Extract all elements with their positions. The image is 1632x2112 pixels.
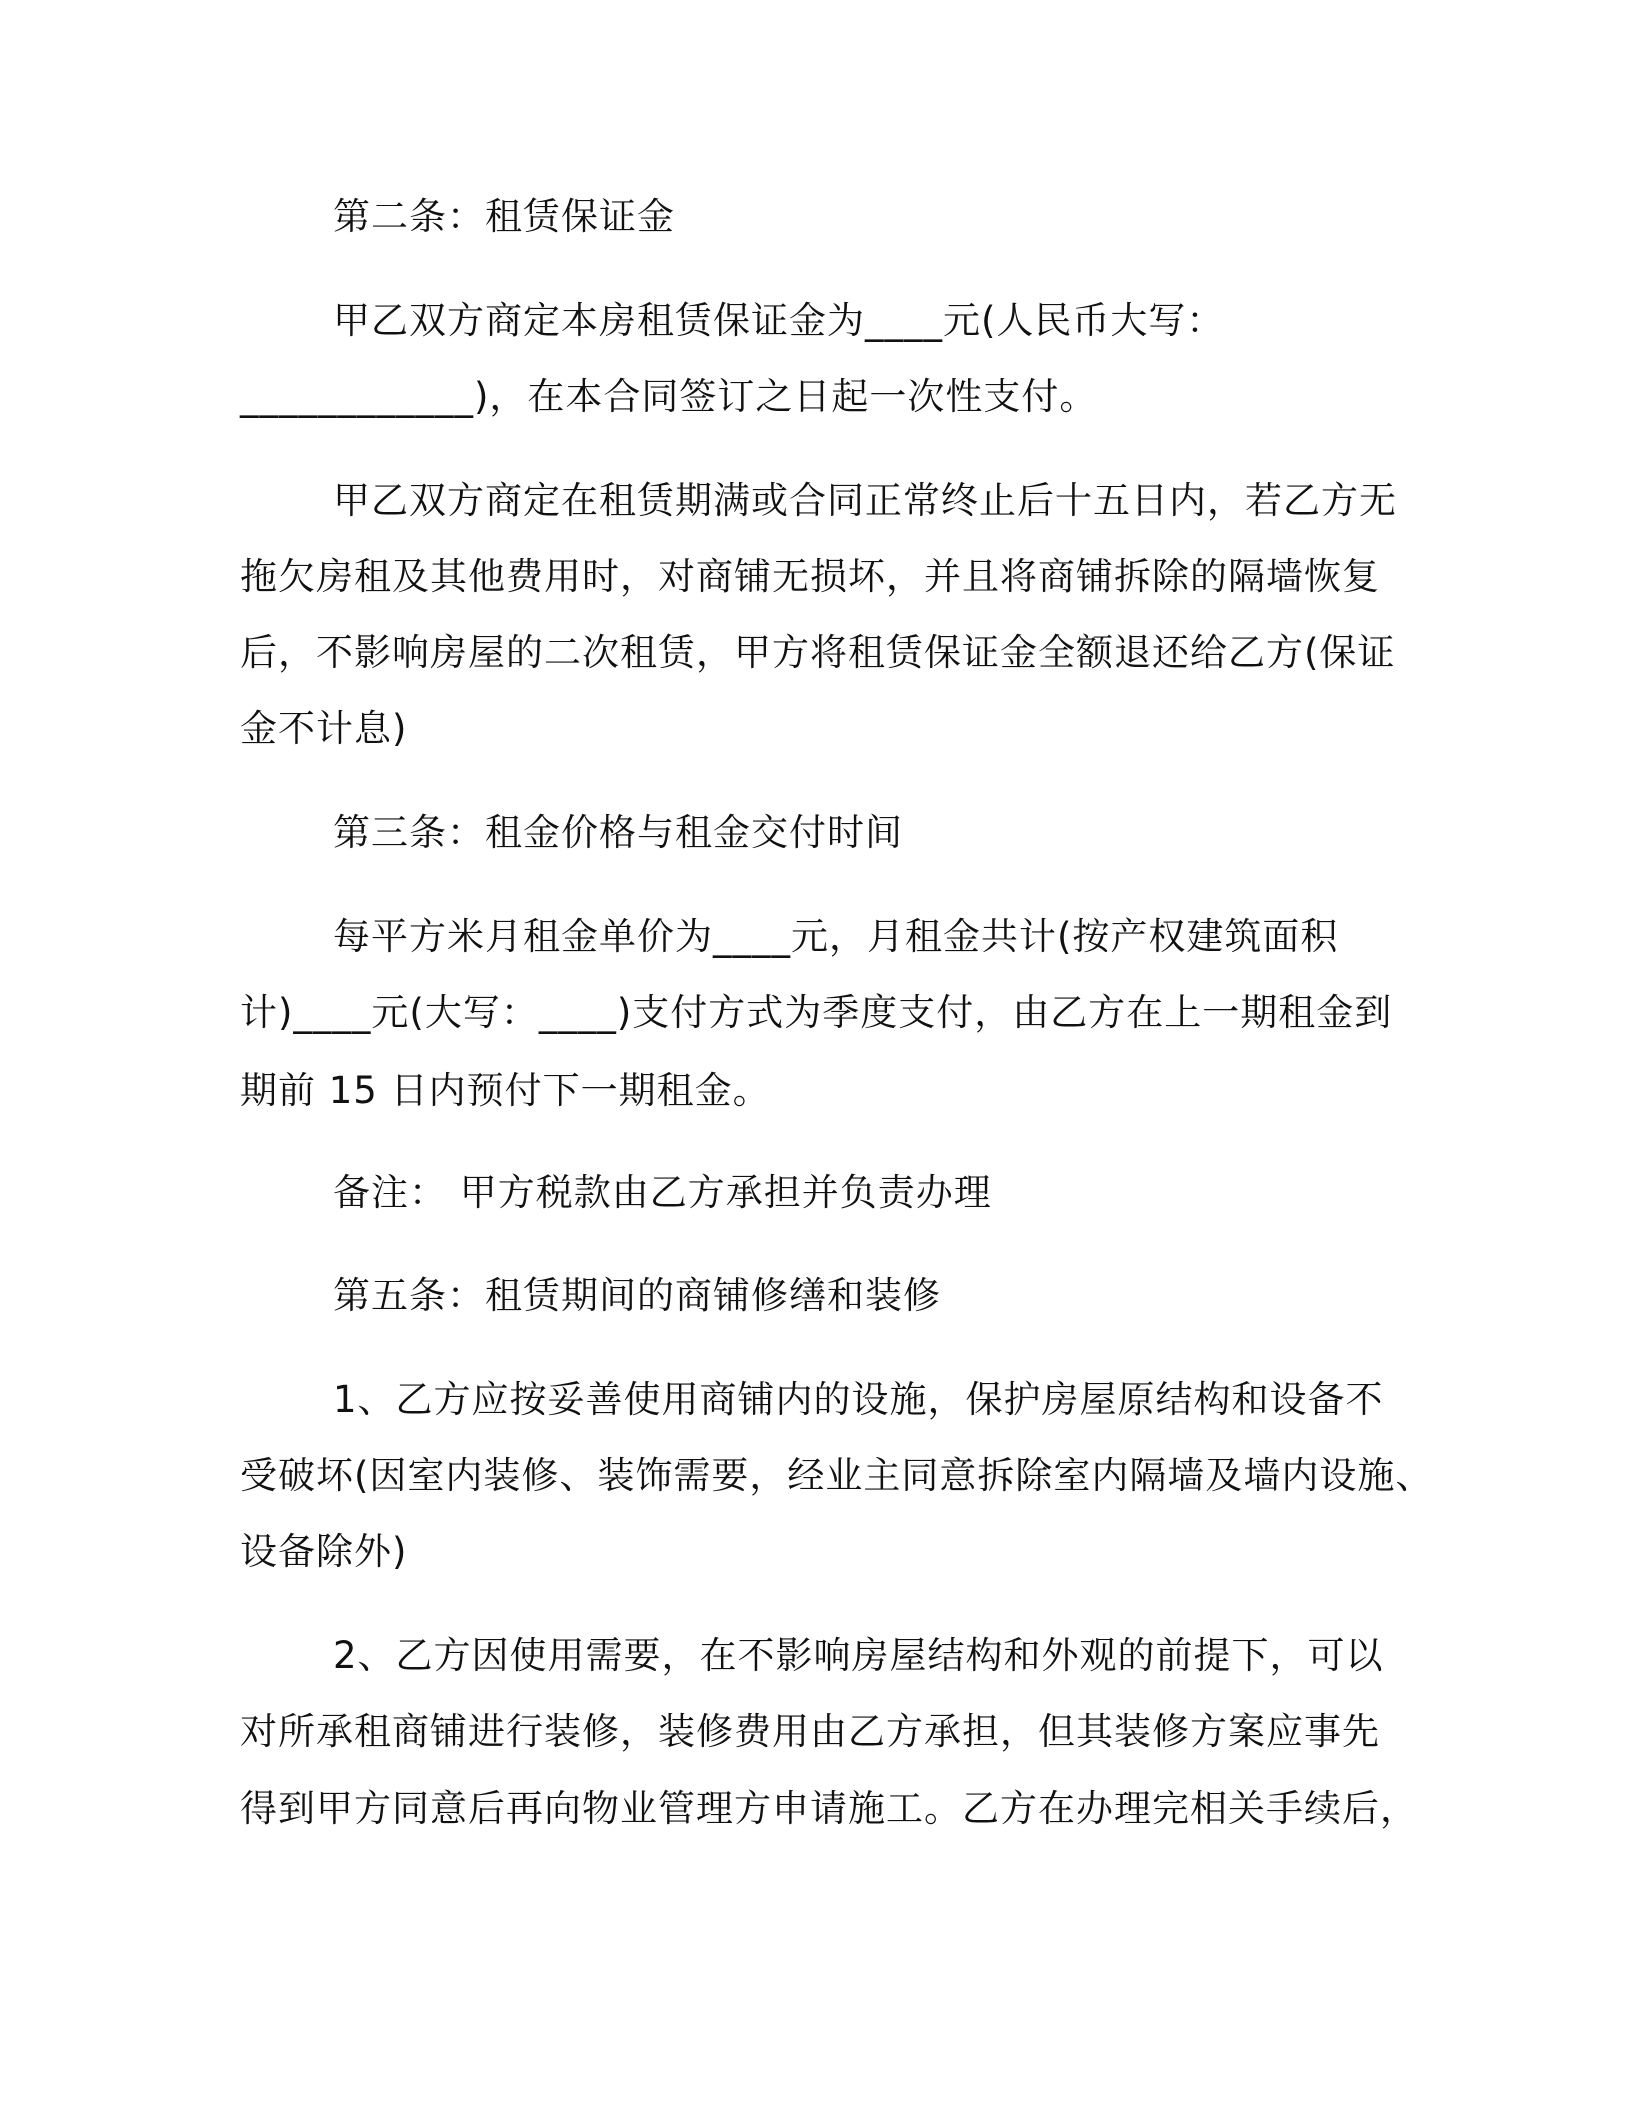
paragraph-line: 金不计息) <box>240 707 408 750</box>
paragraph-line: 计)____元(大写：____)支付方式为季度支付，由乙方在上一期租金到 <box>240 991 1393 1034</box>
paragraph-line: 每平方米月租金单价为____元，月租金共计(按产权建筑面积 <box>333 915 1339 958</box>
paragraph-line: ____________)，在本合同签订之日起一次性支付。 <box>240 375 1098 418</box>
paragraph-line: 受破坏(因室内装修、装饰需要，经业主同意拆除室内隔墙及墙内设施、 <box>240 1454 1434 1497</box>
paragraph-line: 甲乙双方商定本房租赁保证金为____元(人民币大写： <box>333 299 1225 342</box>
paragraph-line: 后，不影响房屋的二次租赁，甲方将租赁保证金全额退还给乙方(保证 <box>240 631 1396 674</box>
paragraph-line: 1、乙方应按妥善使用商铺内的设施，保护房屋原结构和设备不 <box>333 1378 1384 1421</box>
paragraph-line: 甲乙双方商定在租赁期满或合同正常终止后十五日内，若乙方无 <box>333 479 1397 522</box>
section-heading-article-3: 第三条：租金价格与租金交付时间 <box>333 811 903 854</box>
paragraph-line: 设备除外) <box>240 1530 408 1573</box>
section-heading-article-5: 第五条：租赁期间的商铺修缮和装修 <box>333 1274 941 1317</box>
note-line: 备注： 甲方税款由乙方承担并负责办理 <box>333 1171 992 1214</box>
paragraph-line: 对所承租商铺进行装修，装修费用由乙方承担，但其装修方案应事先 <box>240 1710 1380 1753</box>
paragraph-line: 2、乙方因使用需要，在不影响房屋结构和外观的前提下，可以 <box>333 1634 1384 1677</box>
paragraph-line: 拖欠房租及其他费用时，对商铺无损坏，并且将商铺拆除的隔墙恢复 <box>240 555 1380 598</box>
paragraph-line: 期前 15 日内预付下一期租金。 <box>240 1069 771 1112</box>
section-heading-article-2: 第二条：租赁保证金 <box>333 195 675 238</box>
paragraph-line: 得到甲方同意后再向物业管理方申请施工。乙方在办理完相关手续后， <box>240 1787 1418 1830</box>
